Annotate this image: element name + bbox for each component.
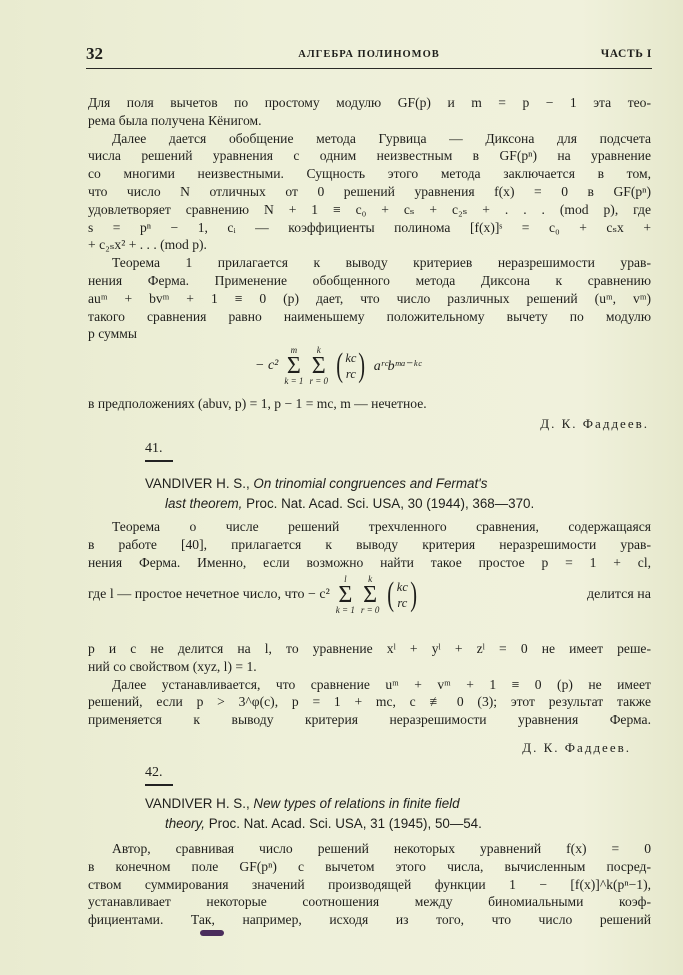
formula-suffix: aʳᶜbᵐᵃ⁻ᵏᶜ bbox=[373, 358, 421, 374]
text-line: нения Ферма. Применение обобщенного метода Диксона к сравнению bbox=[88, 272, 651, 288]
text-line: со многими неизвестными. Сущность этого метода заключается в том, bbox=[88, 166, 651, 182]
paragraph-block-2 bbox=[88, 518, 651, 571]
text-line: p и c не делится на l, то уравнение xˡ + yˡ + zˡ = 0 не имеет реше- bbox=[88, 641, 651, 656]
text-line: что число N отличных от 0 решений уравнения f(x) = 0 в GF(pⁿ) bbox=[88, 183, 651, 199]
ink-blot bbox=[200, 930, 224, 936]
signature: Д. К. Фаддеев. bbox=[540, 416, 649, 431]
formula-prefix: − c² bbox=[255, 358, 279, 373]
inline-formula-line bbox=[88, 575, 651, 615]
part-label: ЧАСТЬ I bbox=[600, 48, 652, 60]
text-line: в работе [40], прилагается к выводу критерия неразрешимости урав- bbox=[88, 536, 651, 552]
bibliographic-reference: VANDIVER H. S., On trinomial congruences and Fermat's last theorem, Proc. Nat. Acad. Sci. USA, 30 (1944), 368—370. bbox=[145, 476, 535, 511]
entry-number: 42. bbox=[145, 765, 163, 780]
text-line: + c₂ₛx² + . . . (mod p). bbox=[88, 237, 207, 253]
text-line: Далее дается обобщение метода Гурвица — Диксона для подсчета bbox=[112, 130, 651, 146]
display-formula-1 bbox=[255, 346, 421, 386]
text-line: ний со свойством (xyz, l) = 1. bbox=[88, 658, 257, 674]
text-line: устанавливает некоторые соотношения между биномиальными коэф- bbox=[88, 894, 651, 910]
text-line: Теорема о числе решений трехчленного сравнения, содержащаяся bbox=[112, 519, 651, 534]
text-line: числа решений уравнения с одним неизвестным в GF(pⁿ) на уравнение bbox=[88, 148, 651, 164]
paragraph-block-3 bbox=[88, 640, 651, 729]
text-line: в предположениях (abuv, p) = 1, p − 1 = mc, m — нечетное. bbox=[88, 396, 427, 411]
text-line: фициентами. Так, например, исходя из того, что число решений bbox=[88, 912, 651, 928]
running-header bbox=[86, 44, 652, 69]
sum-symbol: k Σ r = 0 bbox=[360, 574, 380, 615]
text-line: удовлетворяет сравнению N + 1 ≡ c₀ + cₛ + c₂ₛ + . . . (mod p), где bbox=[88, 201, 651, 217]
text-line: p суммы bbox=[88, 326, 138, 342]
page-number: 32 bbox=[86, 44, 103, 63]
bibliographic-reference: VANDIVER H. S., New types of relations in finite field theory, Proc. Nat. Acad. Sci. USA, 31 (1945), 50—54. bbox=[145, 796, 482, 831]
formula-prefix: где l — простое нечетное число, что − c² bbox=[88, 587, 330, 602]
text-line: Далее устанавливается, что сравнение uᵐ + vᵐ + 1 ≡ 0 (p) не имеет bbox=[112, 676, 651, 692]
text-line: решений, если p > 3^φ(c), p = 1 + mc, c ≢ 0 (3); этот результат также bbox=[88, 694, 651, 710]
text-line: Для поля вычетов по простому модулю GF(p) и m = p − 1 эта тео- bbox=[88, 95, 651, 110]
binomial-coefficient: ( kc rc ) bbox=[387, 576, 417, 613]
sum-symbol: k Σ r = 0 bbox=[309, 345, 329, 386]
text-line: auᵐ + bvᵐ + 1 ≡ 0 (p) дает, что число различных решений (uᵐ, vᵐ) bbox=[88, 290, 651, 306]
text-line: в конечном поле GF(pⁿ) с вычетом этого числа, вычисленным посред- bbox=[88, 858, 651, 874]
paragraph-block-4 bbox=[88, 840, 651, 929]
text-line: Автор, сравнивая число решений некоторых уравнений f(x) = 0 bbox=[112, 841, 651, 856]
formula-conditions bbox=[88, 395, 651, 413]
text-line: ством суммирования значений производящей функции 1 − [f(x)]^k(pⁿ−1), bbox=[88, 876, 651, 892]
sum-symbol: l Σ k = 1 bbox=[335, 574, 355, 615]
running-title: АЛГЕБРА ПОЛИНОМОВ bbox=[298, 49, 440, 60]
paragraph-block-1 bbox=[88, 94, 651, 343]
text-line: Теорема 1 прилагается к выводу критериев неразрешимости урав- bbox=[112, 255, 651, 271]
text-line: применяется к выводу критерия неразрешимости уравнения Ферма. bbox=[88, 712, 651, 728]
formula-suffix: делится на bbox=[587, 587, 651, 602]
signature: Д. К. Фаддеев. bbox=[522, 740, 631, 755]
sum-symbol: m Σ k = 1 bbox=[284, 345, 304, 386]
text-line: нения Ферма. Именно, если возможно найти такое простое p = 1 + cl, bbox=[88, 554, 651, 570]
text-line: s = pⁿ − 1, cᵢ — коэффициенты полинома [f(x)]ˢ = c₀ + cₛx + bbox=[88, 219, 651, 235]
binomial-coefficient: ( kc rc ) bbox=[336, 347, 366, 384]
text-line: такого сравнения равно наименьшему положительному вычету по модулю bbox=[88, 308, 651, 324]
text-line: рема была получена Кёнигом. bbox=[88, 112, 262, 128]
entry-number: 41. bbox=[145, 441, 163, 456]
